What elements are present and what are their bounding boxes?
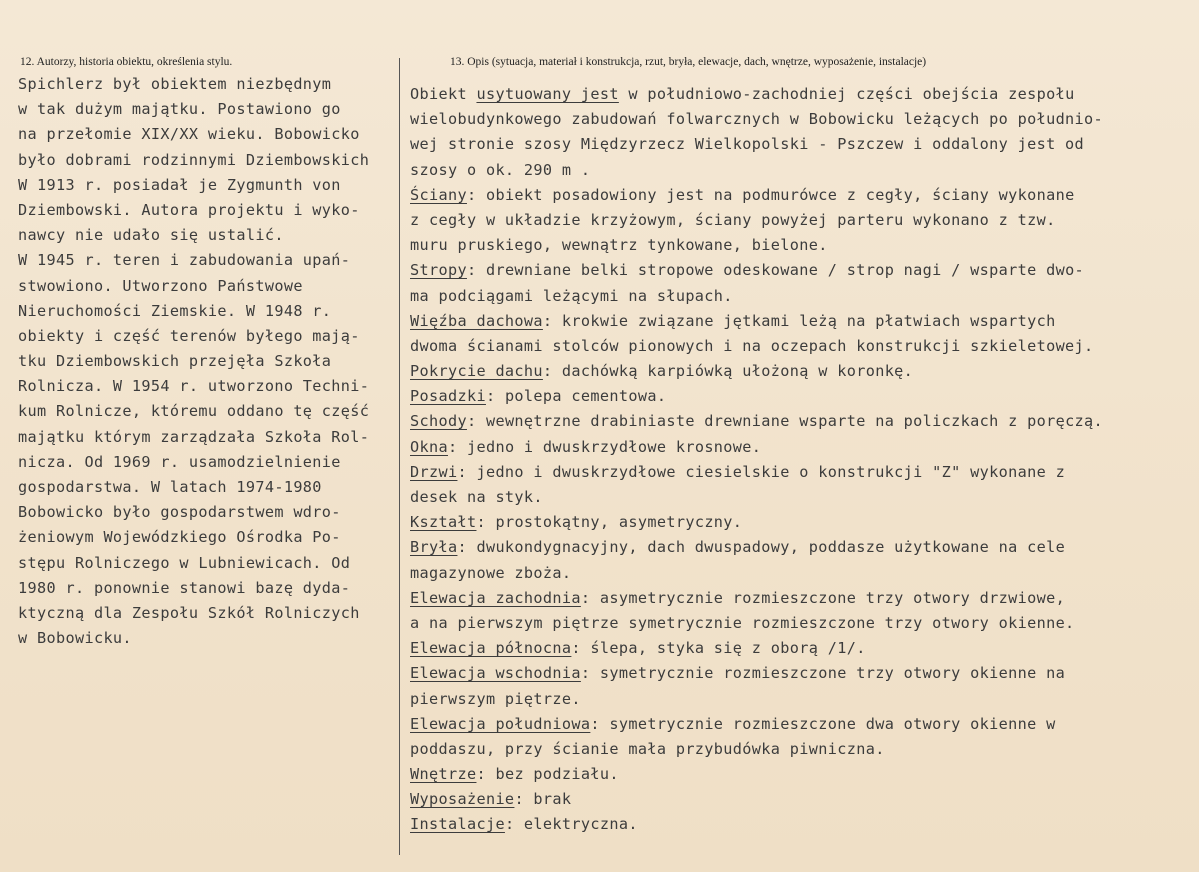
entry-label: Wnętrze (410, 765, 477, 784)
entry-label: Elewacja północna (410, 639, 572, 658)
entry-continuation-line: dwoma ścianami stolców pionowych i na oczepach konstrukcji szkieletowej. (410, 336, 1094, 355)
entry-text: : ślepa, styka się z oborą /1/. (571, 639, 866, 658)
description-entry (410, 812, 1190, 837)
history-line: Spichlerz był obiektem niezbędnym (18, 75, 332, 93)
history-line: Bobowicko było gospodarstwem wdro- (18, 503, 341, 522)
entry-label: Stropy (410, 261, 467, 280)
history-line: obiekty i część terenów byłego mają- (18, 326, 360, 345)
entry-first-line (410, 359, 1190, 384)
entry-text: : asymetrycznie rozmieszczone trzy otwory drzwiowe, (580, 588, 1066, 607)
entry-text: : symetrycznie rozmieszczone dwa otwory okienne w (590, 714, 1056, 733)
entry-continuation-line: pierwszym piętrze. (410, 689, 581, 708)
history-line: W 1945 r. teren i zabudowania upań- (18, 251, 351, 270)
entry-label: Wyposażenie (410, 790, 515, 809)
history-line: majątku którym zarządzała Szkoła Rol- (18, 427, 370, 446)
history-line: żeniowym Wojewódzkiego Ośrodka Po- (18, 528, 341, 547)
description-entry (410, 535, 1190, 585)
entry-label: Ściany (410, 185, 467, 204)
description-text (410, 82, 1190, 838)
entry-continuation-line: a na pierwszym piętrze symetrycznie rozmieszczone trzy otwory okienne. (410, 613, 1075, 632)
intro-line: szosy o ok. 290 m . (410, 160, 591, 179)
history-line: było dobrami rodzinnymi Dziembowskich (18, 150, 370, 169)
underlined-phrase: usytuowany jest (476, 85, 619, 103)
entry-label: Schody (410, 412, 467, 431)
entry-text: : drewniane belki stropowe odeskowane / strop nagi / wsparte dwo- (466, 261, 1085, 280)
history-line: Rolnicza. W 1954 r. utworzono Techni- (18, 377, 370, 396)
entry-continuation-line: ma podciągami leżącymi na słupach. (410, 286, 733, 305)
entry-first-line (410, 384, 1190, 409)
entry-text: : brak (514, 790, 572, 809)
description-entry (410, 309, 1190, 359)
intro-line: wej stronie szosy Międzyrzecz Wielkopolski - Pszczew i oddalony jest od (410, 135, 1085, 154)
description-entry (410, 787, 1190, 812)
entry-first-line (410, 460, 1190, 485)
entry-first-line (410, 812, 1190, 837)
entry-text: : dachówką karpiówką ułożoną w koronkę. (542, 362, 914, 381)
description-entry (410, 661, 1190, 711)
history-line: w tak dużym majątku. Postawiono go (18, 100, 341, 119)
entry-label: Elewacja zachodnia (410, 588, 581, 607)
entry-label: Pokrycie dachu (410, 362, 543, 381)
entry-continuation-line: poddaszu, przy ścianie mała przybudówka piwniczna. (410, 739, 885, 758)
entry-label: Kształt (410, 513, 477, 532)
entry-first-line (410, 258, 1190, 283)
history-line: kum Rolnicze, któremu oddano tę część (18, 402, 370, 421)
entry-first-line (410, 712, 1190, 737)
entry-label: Okna (410, 437, 448, 456)
entry-text: : prostokątny, asymetryczny. (476, 513, 743, 532)
entry-text: : elektryczna. (504, 815, 638, 834)
entry-first-line (410, 762, 1190, 787)
description-entry (410, 359, 1190, 384)
intro-line: Obiekt usytuowany jest w południowo-zachodniej części obejścia zespołu (410, 85, 1075, 103)
entry-text: : jedno i dwuskrzydłowe ciesielskie o konstrukcji "Z" wykonane z (457, 462, 1066, 481)
entry-continuation-line: muru pruskiego, wewnątrz tynkowane, bielone. (410, 236, 828, 255)
entry-text: : obiekt posadowiony jest na podmurówce z cegły, ściany wykonane (466, 185, 1075, 204)
entry-first-line (410, 435, 1190, 460)
history-line: Dziembowski. Autora projektu i wyko- (18, 200, 360, 219)
entry-first-line (410, 409, 1190, 434)
entry-first-line (410, 309, 1190, 334)
description-entry (410, 510, 1190, 535)
entry-first-line (410, 535, 1190, 560)
history-line: na przełomie XIX/XX wieku. Bobowicko (18, 125, 360, 144)
entry-text: : wewnętrzne drabiniaste drewniane wsparte na policzkach z poręczą. (466, 412, 1104, 431)
history-line: W 1913 r. posiadał je Zygmunth von (18, 175, 341, 194)
entry-text: : polepa cementowa. (485, 387, 667, 406)
description-entry (410, 409, 1190, 434)
history-text (18, 72, 398, 651)
description-entry (410, 384, 1190, 409)
entry-continuation-line: desek na styk. (410, 488, 543, 506)
description-entry (410, 435, 1190, 460)
history-line: Nieruchomości Ziemskie. W 1948 r. (18, 301, 332, 320)
history-line: stwowiono. Utworzono Państwowe (18, 276, 303, 295)
description-entry (410, 460, 1190, 510)
history-line: tku Dziembowskich przejęła Szkoła (18, 352, 332, 371)
history-line: w Bobowicku. (18, 629, 132, 648)
column-divider (399, 58, 400, 855)
history-line: stępu Rolniczego w Lubniewicach. Od (18, 553, 351, 572)
entry-continuation-line: magazynowe zboża. (410, 563, 572, 582)
history-line: nawcy nie udało się ustalić. (18, 226, 284, 245)
history-line: nicza. Od 1969 r. usamodzielnienie (18, 452, 341, 471)
history-line: 1980 r. ponownie stanowi bazę dyda- (18, 578, 351, 597)
section-13-heading: 13. Opis (sytuacja, materiał i konstrukcja, rzut, bryła, elewacje, dach, wnętrze, wyposażenie, instalacje) (450, 56, 927, 68)
description-entry (410, 258, 1190, 308)
history-line: gospodarstwa. W latach 1974-1980 (18, 478, 322, 496)
description-entry (410, 762, 1190, 787)
entry-first-line (410, 183, 1190, 208)
description-entry (410, 183, 1190, 259)
description-entry (410, 586, 1190, 636)
entry-label: Elewacja wschodnia (410, 664, 581, 683)
entry-label: Więźba dachowa (410, 311, 543, 330)
description-entry (410, 636, 1190, 661)
entry-label: Drzwi (410, 462, 458, 481)
entry-text: : dwukondygnacyjny, dach dwuspadowy, poddasze użytkowane na cele (457, 538, 1066, 557)
entry-first-line (410, 661, 1190, 686)
history-line: ktyczną dla Zespołu Szkół Rolniczych (18, 603, 360, 622)
intro-line: wielobudynkowego zabudowań folwarcznych w Bobowicku leżących po południo- (410, 110, 1104, 129)
entry-label: Instalacje (410, 815, 505, 834)
entry-first-line (410, 636, 1190, 661)
entry-text: : krokwie związane jętkami leżą na płatwiach wspartych (542, 311, 1056, 330)
section-12-heading: 12. Autorzy, historia obiektu, określenia stylu. (20, 56, 233, 68)
entry-first-line (410, 586, 1190, 611)
entry-first-line (410, 787, 1190, 812)
entry-continuation-line: z cegły w układzie krzyżowym, ściany powyżej parteru wykonano z tzw. (410, 210, 1056, 229)
entry-text: : jedno i dwuskrzydłowe krosnowe. (447, 437, 762, 456)
entry-text: : symetrycznie rozmieszczone trzy otwory okienne na (580, 664, 1066, 683)
entry-label: Elewacja południowa (410, 714, 591, 733)
entry-text: : bez podziału. (476, 765, 619, 784)
entry-label: Posadzki (410, 387, 486, 406)
description-entry (410, 712, 1190, 762)
entry-label: Bryła (410, 538, 458, 557)
entry-first-line (410, 510, 1190, 535)
